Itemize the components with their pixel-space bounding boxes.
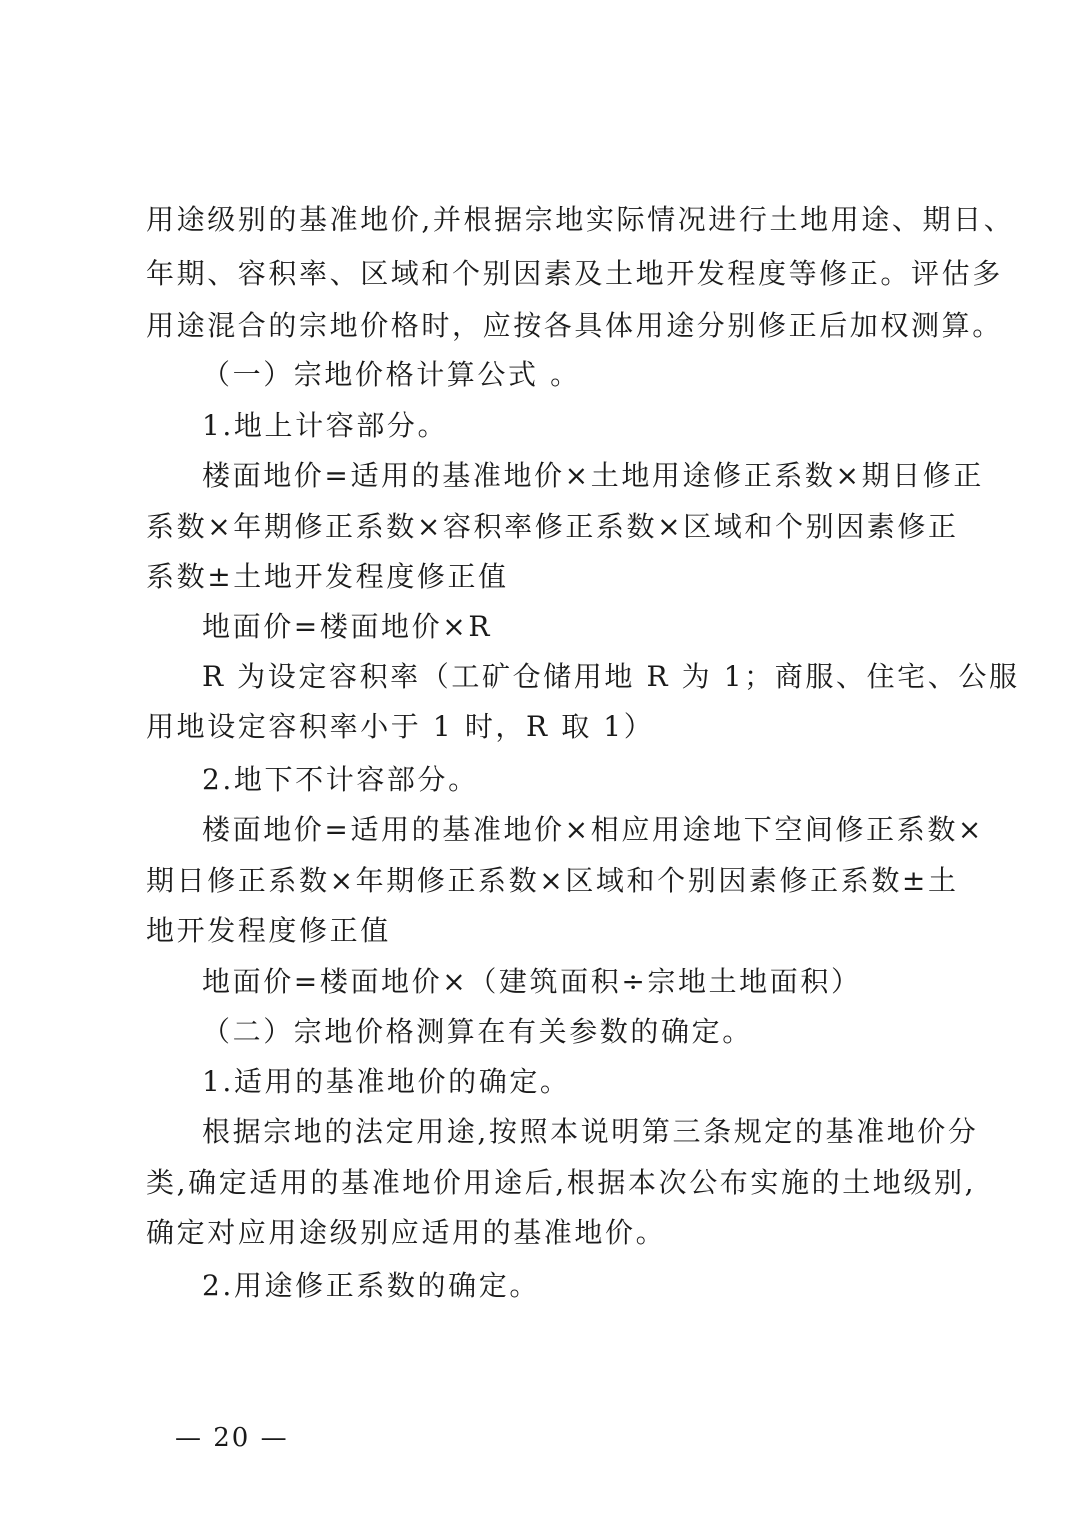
formula-line: 地面价=楼面地价×R [202, 610, 493, 643]
formula-line: 楼面地价=适用的基准地价×土地用途修正系数×期日修正 [202, 459, 984, 492]
subsection-heading: 2.用途修正系数的确定。 [202, 1269, 540, 1302]
formula-line: 地开发程度修正值 [146, 914, 391, 947]
formula-line: 系数±土地开发程度修正值 [146, 560, 509, 593]
body-text-line: 确定对应用途级别应适用的基准地价。 [146, 1216, 667, 1249]
body-text-line: R 为设定容积率（工矿仓储用地 R 为 1；商服、住宅、公服 [202, 660, 1020, 693]
formula-line: 地面价=楼面地价×（建筑面积÷宗地土地面积） [202, 965, 862, 998]
body-text-line: 用地设定容积率小于 1 时，R 取 1） [146, 710, 655, 743]
subsection-heading: 1.地上计容部分。 [202, 409, 449, 442]
page-number: — 20 — [175, 1423, 289, 1453]
section-heading-2: （二）宗地价格测算在有关参数的确定。 [202, 1015, 753, 1048]
subsection-heading: 1.适用的基准地价的确定。 [202, 1065, 571, 1098]
body-text-line: 类,确定适用的基准地价用途后,根据本次公布实施的土地级别, [146, 1166, 977, 1199]
formula-line: 期日修正系数×年期修正系数×区域和个别因素修正系数±土 [146, 864, 959, 897]
formula-line: 系数×年期修正系数×容积率修正系数×区域和个别因素修正 [146, 510, 959, 543]
section-heading-1: （一）宗地价格计算公式 。 [202, 358, 581, 391]
body-text-line: 年期、容积率、区域和个别因素及土地开发程度等修正。评估多 [146, 257, 1003, 290]
body-text-line: 用途混合的宗地价格时，应按各具体用途分别修正后加权测算。 [146, 309, 1003, 342]
body-text-line: 用途级别的基准地价,并根据宗地实际情况进行土地用途、期日、 [146, 203, 1015, 236]
formula-line: 楼面地价=适用的基准地价×相应用途地下空间修正系数× [202, 813, 984, 846]
subsection-heading: 2.地下不计容部分。 [202, 763, 479, 796]
body-text-line: 根据宗地的法定用途,按照本说明第三条规定的基准地价分 [202, 1115, 979, 1148]
